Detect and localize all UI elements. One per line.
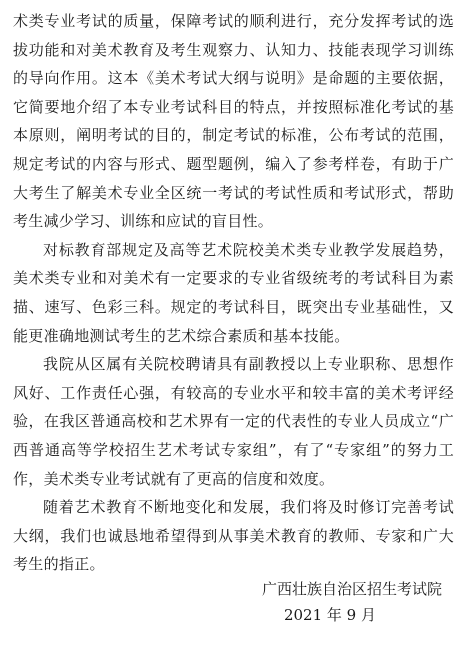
paragraph-exam-subjects: 对标教育部规定及高等艺术院校美术类专业教学发展趋势，美术类专业和对美术有一定要求的专业省级统考的考试科目为素描、速写、色彩三科。规定的考试科目，既突出专业基础性，又能更准确地测试考生的艺术综合素质和基本技能。: [13, 240, 454, 345]
paragraph-continuation: 术类专业考试的质量，保障考试的顺利进行，充分发挥考试的选拔功能和对美术教育及考生观察力、认知力、技能表现学习训练的导向作用。这本《美术考试大纲与说明》是命题的主要依据，它简要地介绍了本专业考试科目的特点，并按照标准化考试的基本原则，阐明考试的目的，制定考试的标准，公布考试的范围，规定考试的内容与形式、题型题例，编入了参考样卷，有助于广大考生了解美术专业全区统一考试的考试性质和考试形式，帮助考生减少学习、训练和应试的盲目性。: [13, 12, 454, 231]
signature-date: 2021 年 9 月: [283, 606, 376, 624]
paragraph-closing: 随着艺术教育不断地变化和发展，我们将及时修订完善考试大纲，我们也诚恳地希望得到从事美术教育的教师、专家和广大考生的指正。: [13, 498, 454, 574]
signature-organization: 广西壮族自治区招生考试院: [261, 580, 442, 598]
paragraph-expert-group: 我院从区属有关院校聘请具有副教授以上专业职称、思想作风好、工作责任心强，有较高的专业水平和较丰富的美术考评经验，在我区普通高校和艺术界有一定的代表性的专业人员成立“广西普通高等学校招生艺术考试专家组”，有了“专家组”的努力工作，美术类专业考试就有了更高的信度和效度。: [13, 355, 454, 488]
